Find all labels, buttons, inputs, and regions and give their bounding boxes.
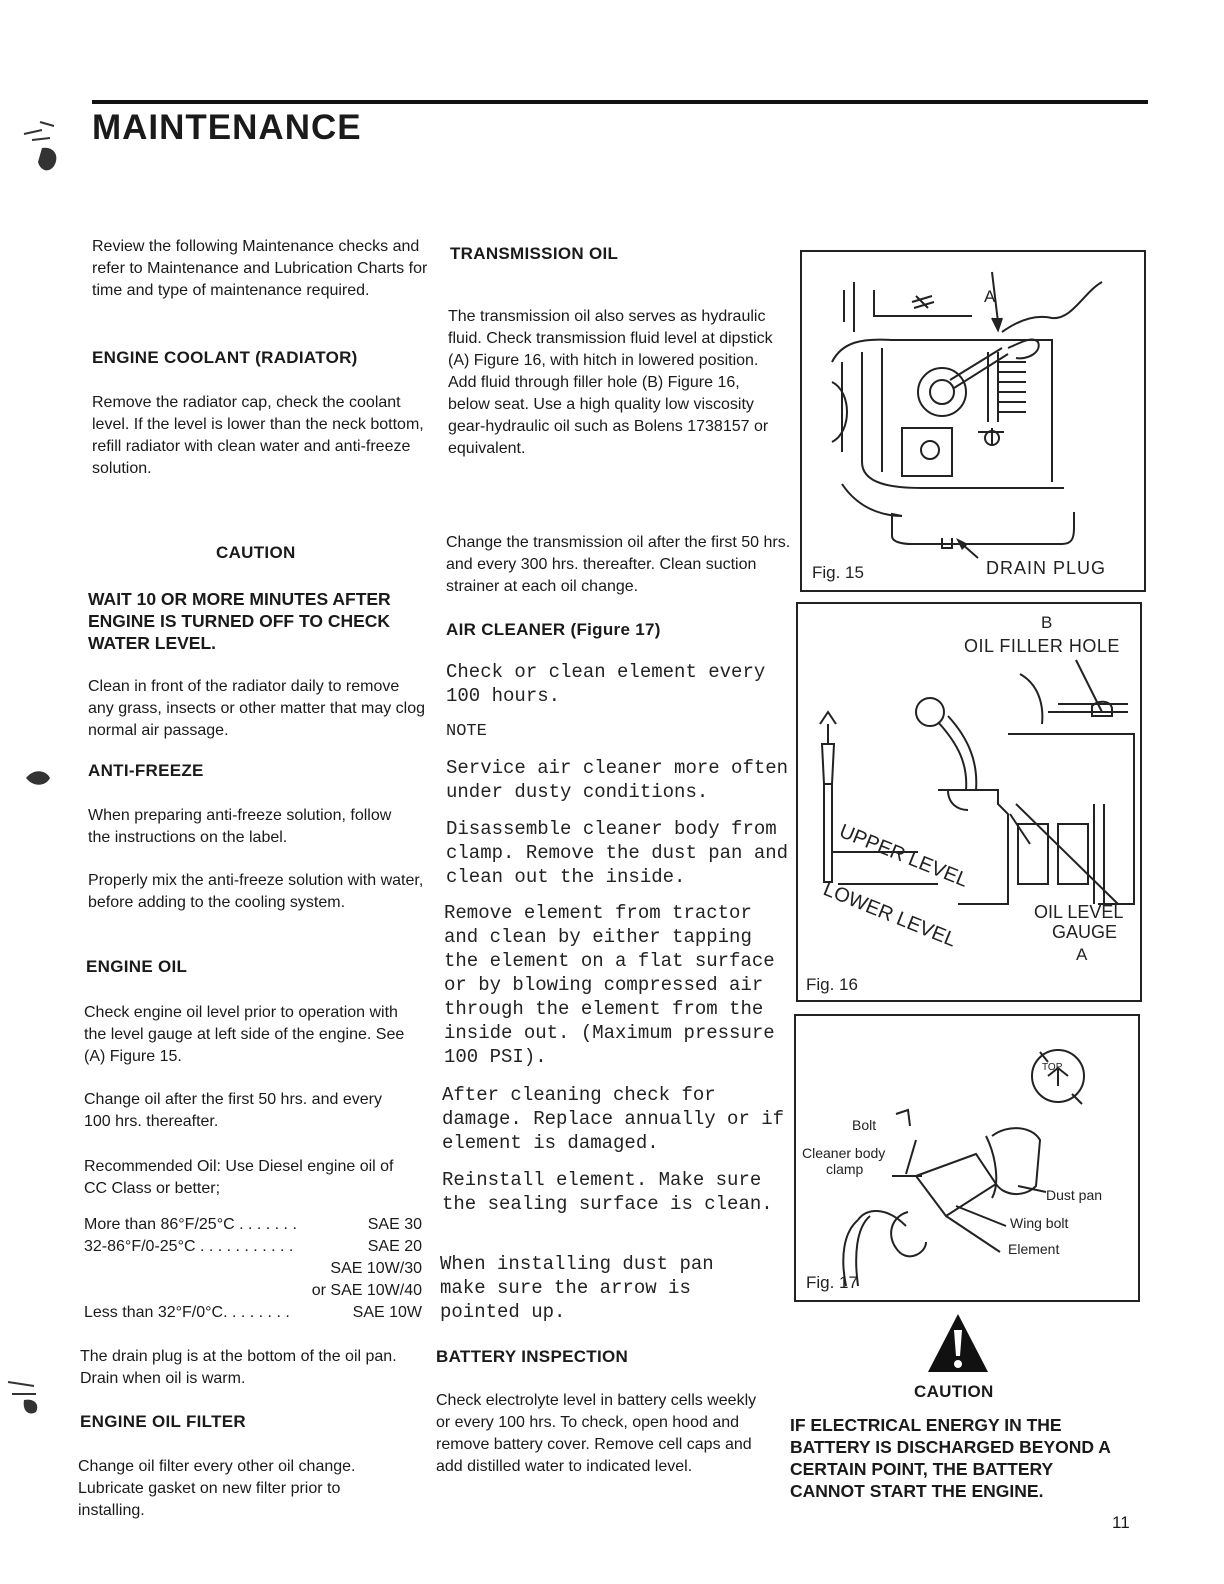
element-label: Element xyxy=(1008,1241,1060,1257)
top-arrow-label: TOP xyxy=(1042,1062,1063,1073)
oil-filler-hole-label: OIL FILLER HOLE xyxy=(964,636,1120,656)
upper-level-label: UPPER LEVEL xyxy=(836,820,972,892)
air-cleaner-drawing xyxy=(796,1016,1138,1300)
air-cleaner-dust-pan-text: When installing dust pan make sure the arrow is pointed up. xyxy=(440,1253,714,1323)
engine-oil-change-text: Change oil after the first 50 hrs. and every 100 hrs. thereafter. xyxy=(84,1091,382,1130)
drain-plug-text: The drain plug is at the bottom of the oil pan. Drain when oil is warm. xyxy=(80,1348,397,1387)
oil-grade-row xyxy=(84,1280,422,1302)
lower-level-label: LOWER LEVEL xyxy=(820,878,960,952)
air-cleaner-note-text: Service air cleaner more often under dusty conditions. xyxy=(446,757,789,803)
oil-grade-row xyxy=(84,1236,422,1258)
header-rule xyxy=(92,100,1148,104)
fig16-letter-b: B xyxy=(1041,613,1053,632)
oil-grade-row xyxy=(84,1302,422,1324)
fig16-letter-a: A xyxy=(1076,945,1088,964)
oil-grade: SAE 20 xyxy=(367,1238,422,1255)
drain-plug-label: DRAIN PLUG xyxy=(986,558,1107,578)
figure-17 xyxy=(794,1014,1140,1302)
wing-bolt-label: Wing bolt xyxy=(1010,1215,1069,1231)
engine-coolant-text: Remove the radiator cap, check the coolant level. If the level is lower than the neck bottom, refill radiator with clean water and anti-freeze solution. xyxy=(92,394,424,477)
air-cleaner-inspect-text: After cleaning check for damage. Replace annually or if element is damaged. xyxy=(442,1084,785,1154)
air-cleaner-reinstall-text: Reinstall element. Make sure the sealing surface is clean. xyxy=(442,1169,773,1215)
oil-grade-row xyxy=(84,1214,422,1236)
binding-mark-icon xyxy=(4,1372,48,1418)
oil-grade: SAE 10W/30 xyxy=(330,1260,422,1277)
warning-triangle-icon xyxy=(926,1312,990,1376)
fig17-label: Fig. 17 xyxy=(806,1273,858,1292)
air-cleaner-disassemble-text: Disassemble cleaner body from clamp. Remove the dust pan and clean out the inside. xyxy=(446,818,789,888)
battery-caution-text: IF ELECTRICAL ENERGY IN THE BATTERY IS DISCHARGED BEYOND A CERTAIN POINT, THE BATTERY CANNOT START THE ENGINE. xyxy=(790,1415,1111,1501)
recommended-oil-text: Recommended Oil: Use Diesel engine oil of CC Class or better; xyxy=(84,1158,394,1197)
fig15-label: Fig. 15 xyxy=(812,563,864,582)
caution-label: CAUTION xyxy=(216,543,296,562)
gauge-label: GAUGE xyxy=(1052,922,1118,942)
intro-paragraph: Review the following Maintenance checks and refer to Maintenance and Lubrication Charts for time and type of maintenance required. xyxy=(92,238,428,299)
transmission-oil-heading: TRANSMISSION OIL xyxy=(450,244,619,263)
dust-pan-label: Dust pan xyxy=(1046,1187,1103,1203)
figure-15 xyxy=(800,250,1146,592)
engine-oil-filter-heading: ENGINE OIL FILTER xyxy=(80,1412,246,1431)
oil-grade: SAE 30 xyxy=(367,1216,422,1233)
engine-oil-filter-text: Change oil filter every other oil change. Lubricate gasket on new filter prior to installing. xyxy=(78,1458,356,1519)
anti-freeze-text: When preparing anti-freeze solution, follow the instructions on the label. xyxy=(88,807,392,846)
oil-grade: or SAE 10W/40 xyxy=(311,1282,422,1299)
battery-caution-label: CAUTION xyxy=(914,1382,994,1401)
air-cleaner-interval-text: Check or clean element every 100 hours. xyxy=(446,661,766,707)
oil-grade-row xyxy=(84,1258,422,1280)
figure-16 xyxy=(796,602,1142,1002)
oil-temp: More than 86°F/25°C . . . . . . . xyxy=(84,1216,297,1233)
caution-text: WAIT 10 OR MORE MINUTES AFTER ENGINE IS TURNED OFF TO CHECK WATER LEVEL. xyxy=(88,589,391,653)
battery-inspection-text: Check electrolyte level in battery cells weekly or every 100 hrs. To check, open hood and remove battery cover. Remove cell caps and add distilled water to indicated level. xyxy=(436,1392,757,1475)
binding-mark-icon xyxy=(18,758,58,798)
page-number: 11 xyxy=(1112,1513,1130,1532)
oil-temp: 32-86°F/0-25°C . . . . . . . . . . . xyxy=(84,1238,294,1255)
anti-freeze-mix-text: Properly mix the anti-freeze solution with water, before adding to the cooling system. xyxy=(88,872,424,911)
oil-level-label: OIL LEVEL xyxy=(1034,902,1124,922)
oil-temp: Less than 32°F/0°C. . . . . . . . xyxy=(84,1304,290,1321)
anti-freeze-heading: ANTI-FREEZE xyxy=(88,761,204,780)
engine-coolant-heading: ENGINE COOLANT (RADIATOR) xyxy=(92,348,358,367)
fig16-label: Fig. 16 xyxy=(806,975,858,994)
oil-grade: SAE 10W xyxy=(352,1304,422,1321)
dust-pan-arrow-icon xyxy=(1018,1186,1046,1192)
air-cleaner-remove-text: Remove element from tractor and clean by either tapping the element on a flat surface or by blowing compressed air through the element from the inside out. (Maximum pressure 100 PSI). xyxy=(444,902,775,1068)
engine-oil-heading: ENGINE OIL xyxy=(86,957,188,976)
bolt-label: Bolt xyxy=(852,1117,877,1133)
transmission-dipstick-drawing xyxy=(798,604,1140,1000)
fig15-letter-a: A xyxy=(984,287,996,306)
radiator-clean-text: Clean in front of the radiator daily to remove any grass, insects or other matter that may clog normal air passage. xyxy=(88,678,426,739)
engine-oil-gauge-drawing xyxy=(802,252,1144,590)
air-cleaner-heading: AIR CLEANER (Figure 17) xyxy=(446,620,661,639)
air-cleaner-note-label: NOTE xyxy=(446,722,487,741)
transmission-oil-text: The transmission oil also serves as hydraulic fluid. Check transmission fluid level at dipstick (A) Figure 16, with hitch in lowered position. Add fluid through filler hole (B) Figure 16, below seat. Use a high quality low viscosity gear-hydraulic oil such as Bolens 1738157 or equivalent. xyxy=(448,308,773,457)
transmission-oil-change-text: Change the transmission oil after the first 50 hrs. and every 300 hrs. thereafter. Clean suction strainer at each oil change. xyxy=(446,534,791,595)
battery-inspection-heading: BATTERY INSPECTION xyxy=(436,1347,629,1366)
wing-bolt-arrow-icon xyxy=(956,1206,1006,1226)
page-title: MAINTENANCE xyxy=(92,108,362,147)
cleaner-body-label: Cleaner body xyxy=(802,1145,886,1161)
clamp-label: clamp xyxy=(826,1161,864,1177)
oil-grade-table xyxy=(84,1214,422,1324)
binding-mark-icon xyxy=(14,112,64,182)
engine-oil-check-text: Check engine oil level prior to operation with the level gauge at left side of the engine. See (A) Figure 15. xyxy=(84,1004,405,1065)
